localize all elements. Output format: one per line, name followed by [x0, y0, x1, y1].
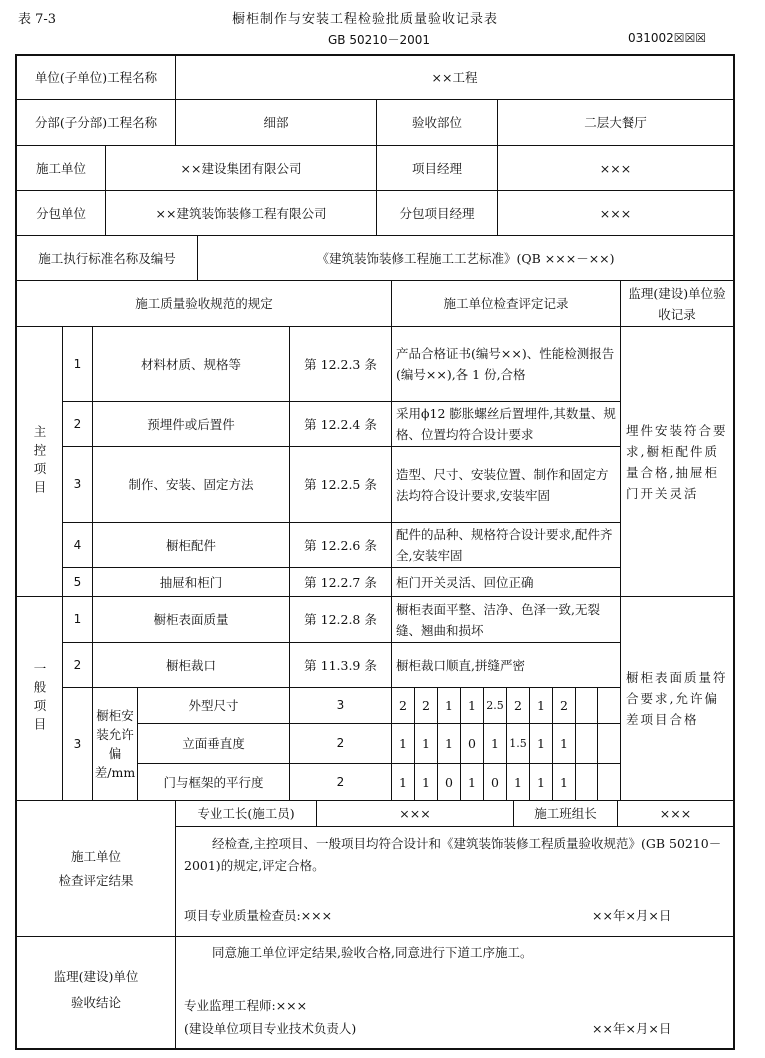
measured-value: 1	[445, 736, 453, 751]
general-row-record: 橱柜表面平整、洁净、色泽一致,无裂缝、翘曲和损坏	[396, 601, 600, 638]
supervision-engineer: 专业监理工程师:×××	[184, 998, 308, 1013]
table-number: 表 7-3	[18, 12, 57, 27]
general-row-no: 2	[73, 657, 82, 672]
measured-value	[576, 688, 597, 723]
main-row-clause: 第 12.2.6 条	[304, 537, 377, 553]
measured-value: 1	[468, 698, 476, 713]
supervision-conclusion-text: 同意施工单位评定结果,验收合格,同意进行下道工序施工。	[212, 945, 533, 960]
subcontractor-value: ××建筑装饰装修工程有限公司	[155, 205, 327, 221]
measured-value: 2	[514, 698, 522, 713]
supervision-conclusion-label: 监理(建设)单位	[53, 968, 139, 984]
general-row-name: 橱柜裁口	[165, 657, 216, 673]
contractor-result-label: 检查评定结果	[58, 872, 134, 888]
measured-value	[576, 764, 597, 800]
measured-value: 1	[445, 698, 453, 713]
measured-value: 1	[537, 736, 545, 751]
quality-inspector: 项目专业质量检查员:×××	[184, 908, 333, 923]
main-items-label: 主控项目	[32, 424, 47, 499]
main-supervision-record: 埋件安装符合要求,橱柜配件质量合格,抽屉柜门开关灵活	[626, 422, 728, 501]
main-row-no: 5	[73, 574, 82, 589]
main-row-name: 橱柜配件	[165, 537, 216, 553]
main-row-record: 采用ϕ12 膨胀螺丝后置埋件,其数量、规格、位置均符合设计要求	[396, 406, 616, 442]
main-row-clause: 第 12.2.4 条	[304, 416, 377, 432]
team-leader-value: ×××	[659, 806, 692, 821]
record-column-header: 施工单位检查评定记录	[443, 296, 569, 311]
tolerance-item-name: 门与框架的平行度	[163, 774, 264, 790]
tolerance-item-limit: 2	[336, 774, 345, 789]
measured-value: 1	[537, 774, 545, 790]
main-row-name: 预埋件或后置件	[147, 416, 235, 432]
team-leader-label: 施工班组长	[534, 806, 597, 821]
standard-label: 施工执行标准名称及编号	[38, 250, 176, 266]
measured-value: 2	[422, 698, 430, 713]
measured-value: 1	[514, 774, 522, 790]
standard-code: GB 50210－2001	[328, 33, 431, 47]
measured-value	[598, 688, 620, 723]
tolerance-item-name: 立面垂直度	[182, 736, 245, 751]
subcontractor-label: 分包单位	[35, 205, 86, 221]
main-row-clause: 第 12.2.3 条	[304, 356, 377, 372]
supervision-column-header: 监理(建设)单位验收记录	[628, 285, 726, 322]
supervision-date: ××年×月×日	[592, 1021, 672, 1036]
main-row-name: 材料材质、规格等	[140, 356, 241, 372]
project-manager-value: ×××	[599, 160, 632, 176]
tolerance-item-name: 外型尺寸	[188, 698, 239, 713]
main-row-no: 3	[73, 477, 82, 491]
measured-value: 1	[399, 774, 407, 790]
subdivision-value: 细部	[263, 115, 289, 130]
tolerance-group-label: 橱柜安装允许偏差/mm	[94, 708, 136, 780]
general-row-clause: 第 12.2.8 条	[304, 612, 377, 627]
measured-value: 1	[422, 774, 430, 790]
measured-value: 2.5	[486, 699, 504, 712]
general-row-name: 橱柜表面质量	[153, 612, 229, 627]
form-title: 橱柜制作与安装工程检验批质量验收记录表	[232, 12, 499, 27]
main-row-name: 抽屉和柜门	[159, 574, 223, 590]
supervision-conclusion-label: 验收结论	[70, 994, 121, 1010]
measured-value: 0	[445, 774, 453, 790]
main-row-record: 柜门开关灵活、回位正确	[396, 574, 534, 590]
contractor-date: ××年×月×日	[592, 908, 672, 923]
owner-representative: (建设单位项目专业技术负责人)	[184, 1021, 357, 1036]
project-name-label: 单位(子单位)工程名称	[34, 70, 158, 85]
measured-value: 1	[560, 736, 568, 751]
foreman-label: 专业工长(施工员)	[197, 806, 295, 821]
measured-value: 1	[491, 736, 499, 751]
general-items-label: 一般项目	[32, 661, 47, 736]
main-row-no: 1	[73, 356, 82, 371]
measured-value	[576, 724, 597, 763]
measured-value: 2	[399, 698, 407, 713]
main-row-clause: 第 12.2.5 条	[304, 477, 377, 492]
measured-value: 1.5	[509, 737, 527, 750]
measured-value: 1	[468, 774, 476, 790]
contractor-label: 施工单位	[35, 160, 86, 176]
main-row-record: 产品合格证书(编号××)、性能检测报告(编号××),各 1 份,合格	[396, 346, 615, 382]
general-row-record: 橱柜裁口顺直,拼缝严密	[396, 657, 525, 673]
measured-value: 1	[560, 774, 568, 790]
main-row-record: 造型、尺寸、安装位置、制作和固定方法均符合设计要求,安装牢固	[396, 466, 609, 503]
measured-value: 1	[537, 698, 545, 713]
main-row-no: 4	[73, 537, 82, 552]
main-row-no: 2	[73, 416, 82, 431]
general-row-no: 1	[73, 612, 82, 626]
measured-value: 0	[468, 736, 476, 751]
measured-value	[598, 764, 620, 800]
contractor-result-text: 经检查,主控项目、一般项目均符合设计和《建筑装饰装修工程质量验收规范》(GB 50210－2001)的规定,评定合格。	[184, 836, 722, 873]
contractor-value: ××建设集团有限公司	[180, 160, 302, 176]
contractor-result-label: 施工单位	[70, 848, 121, 864]
general-row-clause: 第 11.3.9 条	[304, 657, 377, 673]
project-name-value: ××工程	[431, 70, 478, 85]
general-row-no: 3	[73, 736, 82, 751]
measured-value: 0	[491, 774, 499, 790]
main-row-record: 配件的品种、规格符合设计要求,配件齐全,安装牢固	[396, 527, 613, 563]
acceptance-part-label: 验收部位	[411, 115, 462, 130]
main-row-name: 制作、安装、固定方法	[128, 477, 254, 492]
measured-value: 2	[560, 698, 568, 713]
tolerance-item-limit: 3	[336, 698, 345, 712]
foreman-value: ×××	[399, 806, 431, 821]
acceptance-part-value: 二层大餐厅	[584, 115, 647, 130]
measured-value	[598, 724, 620, 763]
measured-value: 1	[422, 736, 430, 751]
general-supervision-record: 橱柜表面质量符合要求,允许偏差项目合格	[626, 670, 728, 727]
project-manager-label: 项目经理	[411, 160, 462, 176]
measured-value: 1	[399, 736, 407, 751]
form-code: 031002☒☒☒	[628, 31, 707, 45]
sub-pm-label: 分包项目经理	[399, 205, 475, 221]
main-row-clause: 第 12.2.7 条	[304, 574, 377, 590]
standard-value: 《建筑装饰装修工程施工工艺标准》(QB ×××－××)	[316, 250, 615, 266]
sub-pm-value: ×××	[599, 205, 632, 221]
subdivision-label: 分部(子分部)工程名称	[34, 115, 158, 130]
tolerance-item-limit: 2	[336, 736, 345, 750]
spec-column-header: 施工质量验收规范的规定	[135, 296, 273, 311]
